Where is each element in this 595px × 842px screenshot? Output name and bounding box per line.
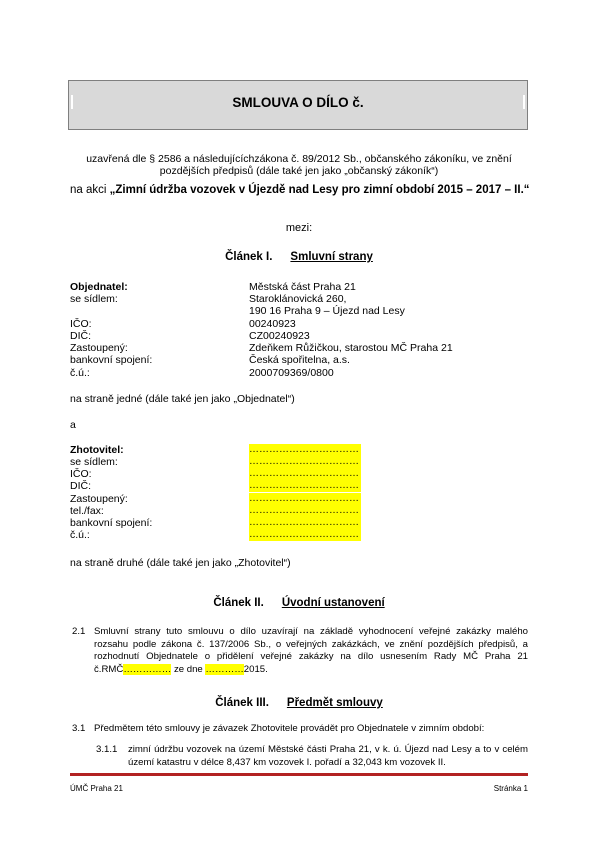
article-3-number: Článek III. <box>215 697 269 709</box>
zhotovitel-zastoupeny-label: Zastoupený: <box>70 493 128 505</box>
akce-name: „Zimní údržba vozovek v Újezdě nad Lesy pro zimní období 2015 – 2017 – II.“ <box>109 184 530 196</box>
article-3-name: Předmět smlouvy <box>286 697 383 709</box>
objednatel-dic-label: DIČ: <box>70 330 91 342</box>
zhotovitel-ico-blank: …………………………… <box>249 468 359 479</box>
resolution-date-blank: ………… <box>205 663 244 675</box>
paragraph-3-1-number: 3.1 <box>72 723 86 734</box>
zhotovitel-tel-label: tel./fax: <box>70 505 104 517</box>
article-1-heading <box>70 251 528 263</box>
zhotovitel-label: Zhotovitel: <box>70 444 124 456</box>
zhotovitel-dic-label: DIČ: <box>70 480 91 492</box>
paragraph-3-1-1-text: zimní údržbu vozovek na území Městské části Praha 21, v k. ú. Újezd nad Lesy a to v celém území katastru v délce 8,437 km vozovek I. pořadí a 32,043 km vozovek II. <box>128 744 528 768</box>
zhotovitel-ico-label: IČO: <box>70 468 92 480</box>
resolution-number-blank: …………… <box>123 663 172 675</box>
objednatel-zastoupeny-label: Zastoupený: <box>70 342 128 354</box>
akce-line <box>70 183 530 197</box>
paragraph-2-1-text: Smluvní strany tuto smlouvu o dílo uzavírají na základě vyhodnocení veřejné zakázky malého rozsahu podle zákona č. 137/2006 Sb., o veřejných zakázkách, ve znění pozdějších předpisů, a rozhodnutí Objednatele o přidělení veřejné zakázky na dílo usnesením Rady MČ Praha 21 č.RMČ <box>94 626 528 675</box>
objednatel-zastoupeny-value: Zdeňkem Růžičkou, starostou MČ Praha 21 <box>249 342 453 354</box>
objednatel-sidlo-value: Staroklánovická 260, <box>249 293 347 305</box>
zhotovitel-zastoupeny-blank: …………………………… <box>249 493 359 504</box>
zhotovitel-ucet-blank: …………………………… <box>249 529 359 540</box>
paragraph-3-1 <box>72 723 528 736</box>
article-2-heading <box>70 597 528 609</box>
zhotovitel-closing: na straně druhé (dále také jen jako „Zhotovitel“) <box>70 557 291 569</box>
objednatel-ico-value: 00240923 <box>249 318 296 330</box>
paragraph-2-1-body <box>94 626 528 676</box>
title-box <box>68 80 528 130</box>
paragraph-3-1-1 <box>96 744 528 769</box>
paragraph-2-1 <box>72 626 528 676</box>
zhotovitel-tel-blank: …………………………… <box>249 505 359 516</box>
objednatel-ucet-value: 2000709369/0800 <box>249 367 334 379</box>
objednatel-sidlo-label: se sídlem: <box>70 293 118 305</box>
objednatel-value: Městská část Praha 21 <box>249 281 356 293</box>
akce-prefix: na akci <box>70 184 110 196</box>
article-1-name: Smluvní strany <box>290 251 373 263</box>
zhotovitel-ucet-label: č.ú.: <box>70 529 90 541</box>
mezi-text: mezi: <box>285 222 313 234</box>
document-title: SMLOUVA O DÍLO č. <box>232 95 364 110</box>
zhotovitel-dic-blank: …………………………… <box>249 480 359 491</box>
objednatel-closing: na straně jedné (dále také jen jako „Objednatel“) <box>70 393 295 405</box>
zhotovitel-value-blank: …………………………… <box>249 444 359 455</box>
a-connector: a <box>70 419 76 431</box>
objednatel-ucet-label: č.ú.: <box>70 367 90 379</box>
paragraph-3-1-text: Předmětem této smlouvy je závazek Zhotovitele provádět pro Objednatele v zimním období: <box>94 723 485 734</box>
article-2-name: Úvodní ustanovení <box>281 597 385 609</box>
objednatel-ico-label: IČO: <box>70 318 92 330</box>
objednatel-banka-value: Česká spořitelna, a.s. <box>249 354 350 366</box>
zhotovitel-banka-label: bankovní spojení: <box>70 517 153 529</box>
footer-left: ÚMČ Praha 21 <box>70 784 123 793</box>
objednatel-label: Objednatel: <box>70 281 128 293</box>
paragraph-2-1-text-3: 2015. <box>243 663 268 675</box>
objednatel-sidlo-value-2: 190 16 Praha 9 – Újezd nad Lesy <box>249 305 405 317</box>
article-1-number: Článek I. <box>225 251 273 263</box>
objednatel-banka-label: bankovní spojení: <box>70 354 153 366</box>
paragraph-2-1-text-2: ze dne <box>171 663 206 675</box>
article-3-heading <box>70 697 528 709</box>
intro-text: uzavřená dle § 2586 a následujícíchzákona č. 89/2012 Sb., občanského zákoníku, ve znění pozdějších předpisů (dále také jen jako „občanský zákoník“) <box>86 153 512 177</box>
article-2-number: Článek II. <box>213 597 264 609</box>
footer-rule <box>70 773 528 776</box>
objednatel-dic-value: CZ00240923 <box>249 330 310 342</box>
zhotovitel-sidlo-blank: …………………………… <box>249 456 359 467</box>
zhotovitel-banka-blank: …………………………… <box>249 517 359 528</box>
paragraph-3-1-1-number: 3.1.1 <box>96 744 118 755</box>
zhotovitel-sidlo-label: se sídlem: <box>70 456 118 468</box>
paragraph-2-1-number: 2.1 <box>72 626 86 637</box>
footer-page-number: Stránka 1 <box>493 784 528 793</box>
